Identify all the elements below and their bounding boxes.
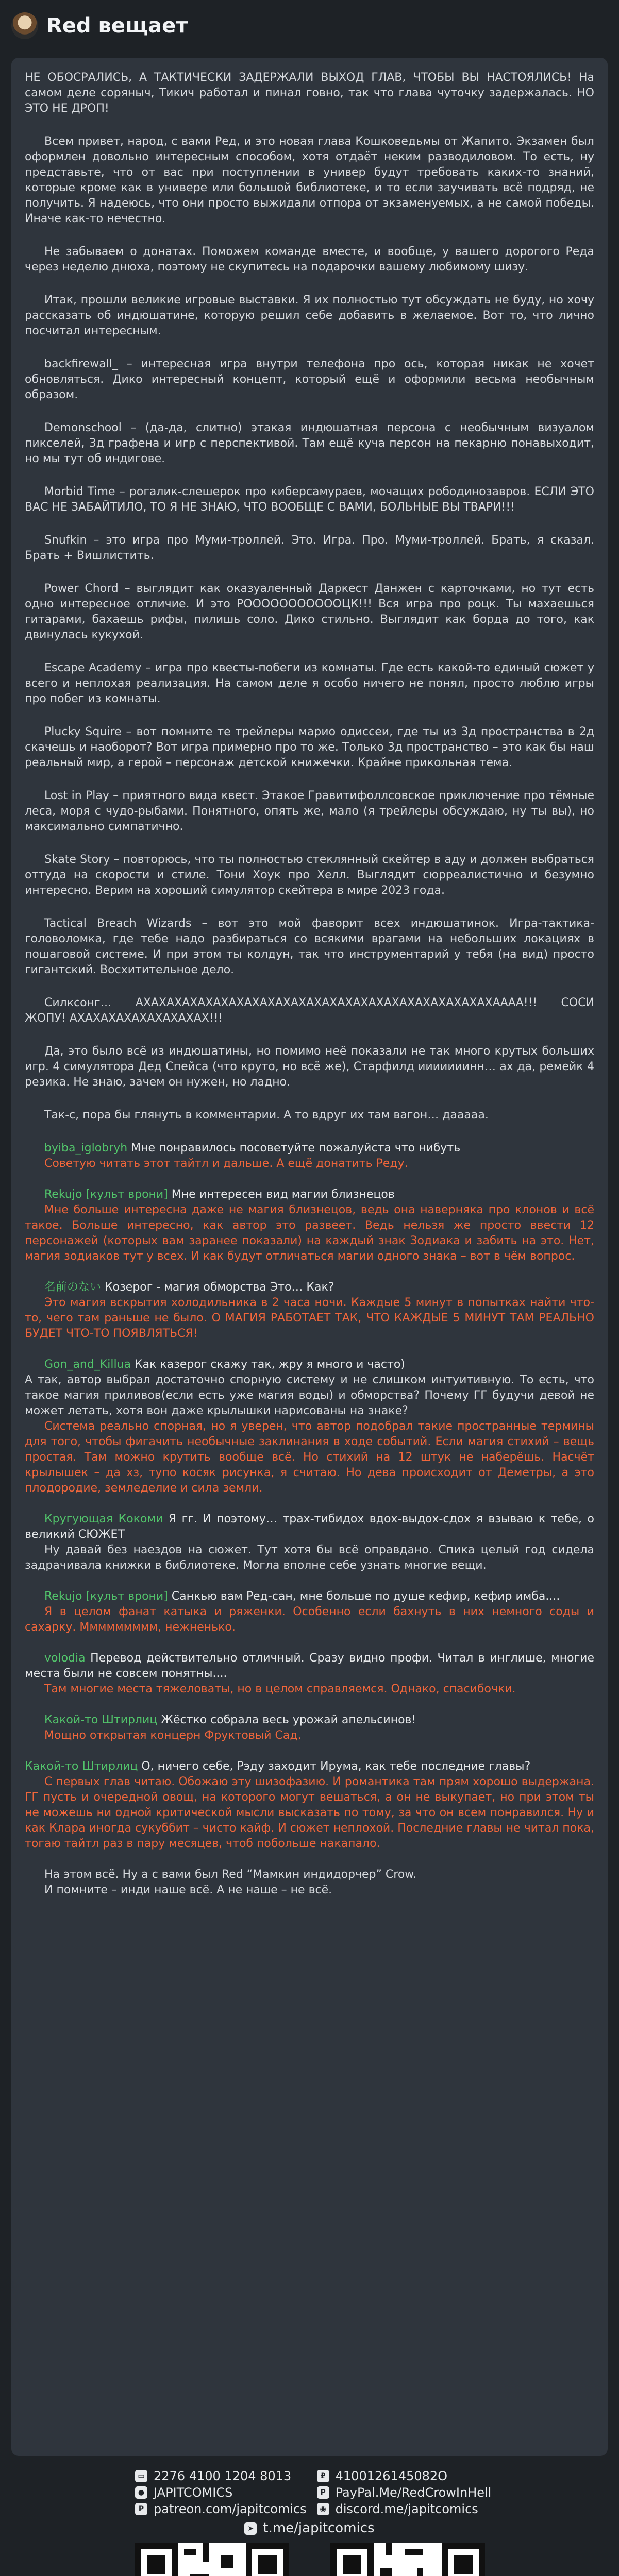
comment-block	[25, 1141, 594, 1172]
channel-header	[0, 0, 619, 52]
comment-block	[25, 1589, 594, 1635]
comment-answer: Там многие места тяжеловаты, но в целом справляемся. Однако, спасибочки.	[44, 1683, 516, 1696]
comment-answer: Мне больше интересна даже не магия близнецов, ведь она наверняка про клонов и всё такое. Больше интересно, как автор это развеет. Ведь нельзя же просто ввести 12 персонажей (которых вам заранее показали) на каждый знак Зодиака и забить на это. Нет, магия зодиаков тут у всех. И как будут отличаться магии одного знака – вот в чём вопрос.	[25, 1204, 594, 1263]
patreon-link[interactable]: P patreon.com/japitcomics	[135, 2501, 307, 2517]
person-icon: ●	[135, 2486, 147, 2499]
card-link[interactable]: ▭ 2276 4100 1204 8013	[135, 2468, 307, 2484]
comment-question: Мне понравилось посоветуйте пожалуйста что нибуть	[127, 1142, 461, 1155]
comment-answer: Это магия вскрытия холодильника в 2 часа ночи. Каждые 5 минут в попытках найти что-то, чего там раньше не было. О МАГИЯ РАБОТАЕТ ТАК, ЧТО КАЖДЫЕ 5 МИНУТ ТАМ РЕАЛЬНО БУДЕТ ЧТО-ТО ПОЯВЛЯТЬСЯ!	[25, 1296, 594, 1340]
comment-question: Я гг. И поэтому… трах-тибидох вдох-выдох-сдох я взываю к тебе, о великий СЮЖЕТ	[25, 1513, 594, 1541]
comment-user: volodia	[44, 1652, 86, 1665]
comment-question: Перевод действительно отличный. Сразу видно профи. Читал в инглише, многие места были не совсем понятны....	[25, 1652, 594, 1680]
comment-user: Rekujo [культ врони]	[44, 1188, 168, 1201]
post-paragraph: Да, это было всё из индюшатины, но помимо неё показали не так много крутых больших игр. 4 симулятора Дед Спейса (что круто, но всё же), Старфилд ииииииинн… ах да, ремейк 4 резика. Не знаю, зачем он нужен, но ладно.	[25, 1045, 594, 1089]
channel-avatar[interactable]	[11, 12, 38, 39]
support-links	[11, 2468, 608, 2517]
channel-title[interactable]: Red вещает	[46, 14, 188, 38]
telegram-link[interactable]: ➤ t.me/japitcomics	[11, 2520, 608, 2536]
discord-icon: ◉	[317, 2503, 329, 2515]
comment-user: Какой-то Штирлиц	[25, 1760, 138, 1773]
person-link[interactable]: ● JAPITCOMICS	[135, 2484, 307, 2501]
comment-question: Козерог - магия обморства Это… Как?	[101, 1281, 334, 1294]
comment-answer: Я в целом фанат катыка и ряженки. Особенно если бахнуть в них немного соды и сахарку. Ммммммммм, нежненько.	[25, 1605, 594, 1634]
telegram-icon: ➤	[244, 2522, 257, 2535]
comment-answer: Мощно открытая концерн Фруктовый Сад.	[44, 1729, 302, 1742]
post-paragraph: Plucky Squire – вот помните те трейлеры марио одиссеи, где ты из 3д пространства в 2д скачешь и наоборот? Вот игра примерно про то же. Только 3д пространство – это как бы наш реальный мир, а герой – персонаж детской книжечки. Крайне прикольная тема.	[25, 725, 594, 769]
support-footer	[11, 2468, 608, 2576]
patreon-icon: P	[135, 2503, 147, 2515]
post-body	[11, 58, 608, 2456]
telegram-qr-code[interactable]	[330, 2543, 485, 2576]
post-paragraph: Не забываем о донатах. Поможем команде вместе, и вообще, у вашего дорогого Реда через неделю днюха, поэтому не скупитесь на подарочки вашему любимому шизу.	[25, 245, 594, 274]
comment-question: А так, автор выбрал достаточно спорную систему и не слишком интуитивную. То есть, что такое магия приливов(если есть уже магия воды) и обморства? Почему ГГ будучи девой не может летать, хотя вон даже крылышки нарисованы на знаке?	[25, 1374, 594, 1417]
comment-block	[25, 1357, 594, 1496]
comment-user: Какой-то Штирлиц	[44, 1714, 158, 1726]
post-paragraph: Demonschool – (да-да, слитно) этакая индюшатная персона с необычным визуалом пикселей, 3д графена и игр с перспективой. Там ещё куча персон на пекарню понавыходит, но мы тут об индигове.	[25, 421, 594, 465]
post-paragraph: Morbid Time – рогалик-слешерок про киберсамураев, мочащих рободинозавров. ЕСЛИ ЭТО ВАС НЕ ЗАБАЙТИЛО, ТО Я НЕ ЗНАЮ, ЧТО ВООБЩЕ С ВАМИ, БОЛЬНЫЕ ВЫ ТВАРИ!!!	[25, 485, 594, 514]
post-paragraph: Escape Academy – игра про квесты-побеги из комнаты. Где есть какой-то единый сюжет у всего и неплохая реализация. На самом деле я особо ничего не понял, просто люблю игры про побег из комнаты.	[25, 662, 594, 705]
post-paragraph: НЕ ОБОСРАЛИСЬ, А ТАКТИЧЕСКИ ЗАДЕРЖАЛИ ВЫХОД ГЛАВ, ЧТОБЫ ВЫ НАСТОЯЛИСЬ! На самом деле соряныч, Тикич работал и пинал говно, так что глава чуточку задержалась. НО ЭТО НЕ ДРОП!	[25, 71, 594, 115]
comment-user: byiba_iglobryh	[44, 1142, 128, 1155]
ruble-icon: ₽	[317, 2470, 329, 2482]
comment-user: 名前のない	[44, 1281, 102, 1294]
comment-question: Мне интересен вид магии близнецов	[168, 1188, 395, 1201]
comment-question: Жёстко собрала весь урожай апельсинов!	[157, 1714, 416, 1726]
closing-line: На этом всё. Ну а с вами был Red “Мамкин индидорчер” Crow.	[44, 1868, 417, 1881]
comment-question: Ну давай без наездов на сюжет. Тут хотя бы всё оправдано. Спика целый год сидела задрачивала книжки в библиотеке. Могла вполне себе узнать многие вещи.	[25, 1544, 594, 1572]
comment-question: Санкью вам Ред-сан, мне больше по душе кефир, кефир имба....	[168, 1590, 560, 1603]
comment-user: Rekujo [культ врони]	[44, 1590, 168, 1603]
comment-answer: Система реально спорная, но я уверен, что автор подобрал такие пространные термины для того, чтобы фигачить необычные заклинания в ходе событий. Если магия стихий – вещь простая. Там можно крутить вообще всё. Но стихий на 12 штук не наберёшь. Насчёт крылышек – да хз, тупо косяк рисунка, я считаю. Но дева происходит от Деметры, а это плодородие, земледелие и сила земли.	[25, 1420, 594, 1495]
card-icon: ▭	[135, 2470, 147, 2482]
comment-block	[25, 1187, 594, 1264]
comment-answer: С первых глав читаю. Обожаю эту шизофазию. И романтика там прям хорошо выдержана. ГГ пусть и очередной овощ, на которого могут вешаться, а он не выкупает, но при этом ты не можешь ни одной критической мысли высказать по тому, за что он всем понравился. Ну и как Клара иногда сукуббит – чисто кайф. И сюжет неплохой. Последние главы не читал пока, тогаю тайтл раз в пару месяцев, чтоб побольше накапало.	[25, 1775, 594, 1850]
paypal-icon: P	[317, 2486, 329, 2499]
ruble-link[interactable]: ₽ 4100126145082O	[317, 2468, 492, 2484]
closing-block	[25, 1867, 594, 1898]
post-paragraph: Так-с, пора бы глянуть в комментарии. А то вдруг их там вагон… дааааа.	[44, 1109, 489, 1122]
closing-line: И помните – инди наше всё. А не наше – не всё.	[44, 1884, 332, 1896]
post-paragraph: Skate Story – повторюсь, что ты полностью стеклянный скейтер в аду и должен выбраться оттуда на скорости и стиле. Тони Хоук про Хелл. Выглядит сюрреалистично и безумно интересно. Верим на хороший симулятор скейтера в мире 2023 года.	[25, 853, 594, 897]
post-paragraph: backfirewall_ – интересная игра внутри телефона про ось, которая никак не хочет обновляться. Дико интересный концепт, который ещё и оформили весьма необычным образом.	[25, 358, 594, 401]
paypal-link[interactable]: P PayPal.Me/RedCrowInHell	[317, 2484, 492, 2501]
comment-question: Как казерог скажу так, жру я много и часто)	[131, 1358, 405, 1371]
comment-question: О, ничего себе, Рэду заходит Ирума, как тебе последние главы?	[138, 1760, 531, 1773]
comment-answer: Советую читать этот тайтл и дальше. А ещё донатить Реду.	[44, 1157, 408, 1170]
post-paragraph: Tactical Breach Wizards – вот это мой фаворит всех индюшатинок. Игра-тактика-головоломка, где тебе надо разбираться со всякими врагами на небольших локациях в пошаговой системе. И при этом ты колдун, так что инструментарий у тебя (на вид) просто гигантский. Восхитительное дело.	[25, 917, 594, 976]
post-paragraph: Lost in Play – приятного вида квест. Этакое Гравитифоллсовское приключение про тёмные леса, моря с чудо-рыбами. Понятного, опять же, мало (я трейлеры обсуждаю, ну ты вы), но максимально симпатично.	[25, 789, 594, 833]
comment-block	[25, 1512, 594, 1573]
post-paragraph: Power Chord – выглядит как оказуаленный Даркест Данжен с карточками, но тут есть одно интересное отличие. И это РОООООООООООЦК!!! Вся игра про роцк. Ты махаешься гитарами, бахаешь рифы, пилишь соло. Дико стильно. Выглядит как борда до того, как двинулась кукухой.	[25, 582, 594, 641]
comment-user: Кругующая Кокоми	[44, 1513, 163, 1526]
comment-block	[25, 1280, 594, 1342]
post-paragraph: Всем привет, народ, с вами Ред, и это новая глава Кошковедьмы от Жапито. Экзамен был оформлен довольно интересным способом, хотя отдаёт неким разводиловом. То есть, ну представьте, что от вас при поступлении в универ будут требовать каких-то знаний, которые кроме как в универе или большой библиотеке, и то если заучивать всё подряд, не получить. Я надеюсь, что они просто выжидали отпора от экзаменуемых, а не самой победы. Иначе как-то нечестно.	[25, 135, 594, 225]
comment-block	[25, 1651, 594, 1697]
post-paragraph: Snufkin – это игра про Муми-троллей. Это. Игра. Про. Муми-троллей. Брать, я сказал. Брать + Вишлистить.	[25, 534, 594, 562]
comment-block	[25, 1759, 594, 1852]
discord-link[interactable]: ◉ discord.me/japitcomics	[317, 2501, 492, 2517]
comment-user: Gon_and_Killua	[44, 1358, 131, 1371]
donate-qr-code[interactable]	[135, 2543, 289, 2576]
comment-block	[25, 1713, 594, 1743]
post-paragraph: Итак, прошли великие игровые выставки. Я их полностью тут обсуждать не буду, но хочу рассказать об индюшатине, которую решил себе добавить в желаемое. Вот то, что лично посчитал интересным.	[25, 294, 594, 337]
qr-codes	[11, 2543, 608, 2576]
post-paragraph: Силксонг… АХАХАХАХАХАХАХАХАХАХАХАХАХАХАХАХАХАХАХАХАХАХАХАААА!!! СОСИ ЖОПУ! АХАХАХАХАХАХАХАХАХ!!!	[25, 996, 594, 1025]
